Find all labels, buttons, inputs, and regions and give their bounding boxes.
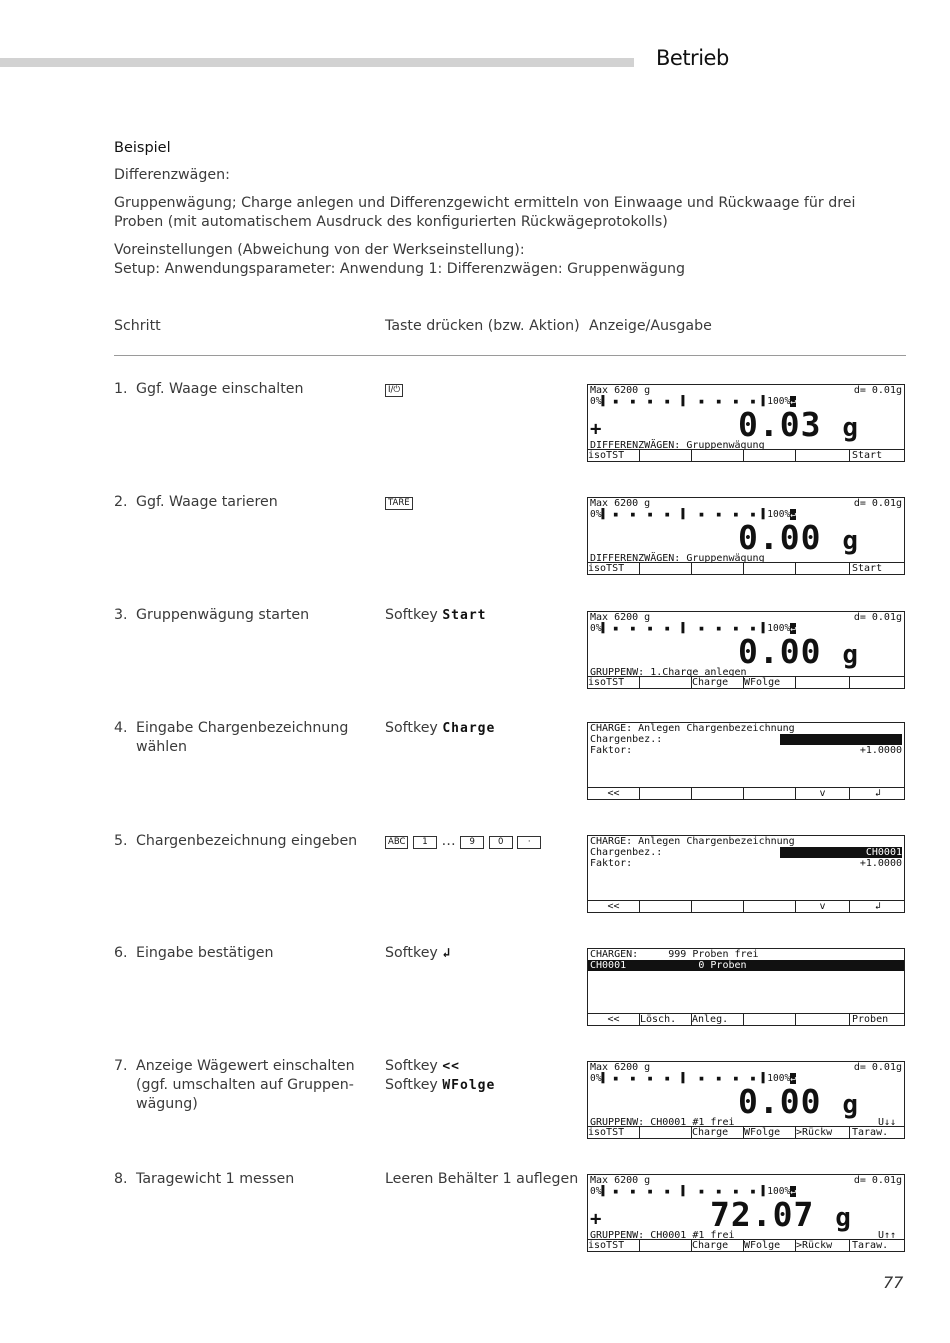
softkey-3[interactable] xyxy=(692,901,744,912)
softkey-label: Charge xyxy=(442,721,496,736)
weight-unit: g xyxy=(842,640,860,670)
weight-unit: g xyxy=(835,1203,852,1233)
d-label: d= 0.01g xyxy=(853,612,902,623)
softkey-row xyxy=(588,1013,904,1025)
step-2 xyxy=(114,493,278,512)
step-7-action xyxy=(385,1057,495,1095)
display-title: CHARGEN: 999 Proben frei xyxy=(590,949,759,960)
factor-value: +1.0000 xyxy=(859,858,902,869)
softkey-4[interactable]: WFolge xyxy=(744,677,796,688)
max-label: Max 6200 g xyxy=(590,1062,651,1073)
section-title: Betrieb xyxy=(656,46,729,70)
max-label: Max 6200 g xyxy=(590,612,651,623)
softkey-6[interactable]: Taraw. xyxy=(852,1240,889,1251)
softkey-5[interactable] xyxy=(796,1014,850,1025)
step-number: 2. xyxy=(114,494,128,510)
abc-key-icon: ABC xyxy=(385,836,408,849)
softkey-row xyxy=(588,562,904,574)
step-text: Ggf. Waage einschalten xyxy=(136,381,304,397)
step-4-action xyxy=(385,719,495,738)
return-icon: ↵ xyxy=(790,1073,796,1084)
max-label: Max 6200 g xyxy=(590,1175,651,1186)
softkey-3[interactable]: Charge xyxy=(692,677,744,688)
charge-name-input[interactable] xyxy=(780,734,902,745)
step-text: Taragewicht 1 messen xyxy=(136,1171,295,1187)
selected-charge-row[interactable]: CH0001 0 Proben xyxy=(588,960,904,971)
header-divider xyxy=(114,355,906,356)
softkey-3[interactable]: Charge xyxy=(692,1240,744,1251)
step-6 xyxy=(114,944,273,963)
scale-bar: 0%▌ ▪ ▪ ▪ ▪ ▌ ▪ ▪ ▪ ▪ ▌100% xyxy=(590,1186,791,1197)
softkey-4[interactable]: WFolge xyxy=(744,1127,796,1138)
return-icon: ↵ xyxy=(790,1186,796,1197)
softkey-1[interactable]: isoTST xyxy=(588,677,640,688)
softkey-4[interactable] xyxy=(744,1014,796,1025)
step-3-action xyxy=(385,606,487,625)
status-line: DIFFERENZWÄGEN: Gruppenwägung xyxy=(590,440,765,451)
intro-line: Setup: Anwendungsparameter: Anwendung 1: Differenzwägen: Gruppenwägung xyxy=(114,261,685,277)
tare-key-icon: TARE xyxy=(385,497,413,510)
step-text: Eingabe Chargenbezeichnung xyxy=(136,720,349,736)
weight-value: 0.00 xyxy=(738,1082,822,1121)
display-3 xyxy=(587,611,905,689)
display-7 xyxy=(587,1061,905,1139)
status-line: DIFFERENZWÄGEN: Gruppenwägung xyxy=(590,553,765,564)
status-line: GRUPPENW: CH0001 #1 frei xyxy=(590,1117,735,1128)
softkey-4[interactable] xyxy=(744,563,796,574)
max-label: Max 6200 g xyxy=(590,385,651,396)
softkey-2[interactable] xyxy=(640,563,692,574)
action-prefix: Softkey xyxy=(385,945,438,961)
scale-bar: 0%▌ ▪ ▪ ▪ ▪ ▌ ▪ ▪ ▪ ▪ ▌100% xyxy=(590,623,791,634)
softkey-3[interactable]: Charge xyxy=(692,1127,744,1138)
softkey-row xyxy=(588,900,904,912)
softkey-2[interactable] xyxy=(640,450,692,461)
step-number: 8. xyxy=(114,1171,128,1187)
softkey-4[interactable] xyxy=(744,450,796,461)
softkey-5[interactable] xyxy=(796,677,850,688)
weight-value: 0.00 xyxy=(738,518,822,557)
step-2-action xyxy=(385,493,413,512)
softkey-6[interactable]: ↲ xyxy=(874,788,882,799)
step-8-action: Leeren Behälter 1 auflegen xyxy=(385,1171,579,1187)
softkey-6[interactable]: ↲ xyxy=(874,901,882,912)
display-title: CHARGE: Anlegen Chargenbezeichnung xyxy=(590,723,795,734)
softkey-row xyxy=(588,1126,904,1138)
softkey-5[interactable] xyxy=(796,450,850,461)
step-5 xyxy=(114,832,357,851)
softkey-2[interactable] xyxy=(640,677,692,688)
softkey-1[interactable]: isoTST xyxy=(588,563,640,574)
softkey-4[interactable] xyxy=(744,788,796,799)
status-line: GRUPPENW: 1.Charge anlegen xyxy=(590,667,747,678)
plus-sign: + xyxy=(590,418,602,440)
softkey-1[interactable]: isoTST xyxy=(588,450,640,461)
step-4 xyxy=(114,719,348,757)
step-number: 6. xyxy=(114,945,128,961)
power-key-icon: I/⏻ xyxy=(385,384,403,397)
softkey-3[interactable] xyxy=(692,788,744,799)
step-number: 7. xyxy=(114,1058,128,1074)
action-prefix: Softkey xyxy=(385,607,438,623)
display-1 xyxy=(587,384,905,462)
max-label: Max 6200 g xyxy=(590,498,651,509)
charge-name-input[interactable]: CH0001 xyxy=(780,847,902,858)
softkey-row xyxy=(588,1239,904,1251)
softkey-6[interactable]: Proben xyxy=(852,1014,889,1025)
softkey-5[interactable] xyxy=(796,563,850,574)
weight-value: 0.00 xyxy=(738,632,822,671)
display-title: CHARGE: Anlegen Chargenbezeichnung xyxy=(590,836,795,847)
step-1 xyxy=(114,380,304,399)
display-5 xyxy=(587,835,905,913)
softkey-label: WFolge xyxy=(442,1078,496,1093)
display-2 xyxy=(587,497,905,575)
weight-unit: g xyxy=(842,526,860,556)
action-prefix: Softkey xyxy=(385,720,438,736)
weight-unit: g xyxy=(842,1090,860,1120)
weight-value: 0.03 xyxy=(738,405,822,444)
softkey-5[interactable]: >Rückw xyxy=(796,1127,850,1138)
d-label: d= 0.01g xyxy=(853,385,902,396)
step-text: wählen xyxy=(136,739,187,755)
step-number: 4. xyxy=(114,720,128,736)
intro xyxy=(114,139,904,288)
scale-bar: 0%▌ ▪ ▪ ▪ ▪ ▌ ▪ ▪ ▪ ▪ ▌100% xyxy=(590,396,791,407)
return-icon: ↵ xyxy=(790,623,796,634)
header-rule xyxy=(0,58,634,67)
step-8 xyxy=(114,1170,294,1189)
softkey-3[interactable] xyxy=(692,563,744,574)
action-prefix: Softkey xyxy=(385,1058,438,1074)
d-label: d= 0.01g xyxy=(853,1062,902,1073)
step-text: Chargenbezeichnung eingeben xyxy=(136,833,358,849)
softkey-label: ↲ xyxy=(442,946,452,961)
softkey-5[interactable]: >Rückw xyxy=(796,1240,850,1251)
tolerance-indicator: U↓↓ xyxy=(877,1117,896,1128)
step-text: (ggf. umschalten auf Gruppen- xyxy=(136,1077,354,1093)
d-label: d= 0.01g xyxy=(853,498,902,509)
softkey-1[interactable]: << xyxy=(588,1014,640,1025)
column-header-display: Anzeige/Ausgabe xyxy=(589,318,712,334)
step-number: 1. xyxy=(114,381,128,397)
step-text: Eingabe bestätigen xyxy=(136,945,274,961)
softkey-6[interactable]: Start xyxy=(852,563,883,574)
column-header-step: Schritt xyxy=(114,318,161,334)
softkey-row xyxy=(588,787,904,799)
softkey-3[interactable]: Anleg. xyxy=(692,1014,744,1025)
step-number: 3. xyxy=(114,607,128,623)
return-icon: ↵ xyxy=(790,396,796,407)
display-4 xyxy=(587,722,905,800)
weight-unit: g xyxy=(842,413,860,443)
intro-line: Differenzwägen: xyxy=(114,167,230,183)
softkey-4[interactable] xyxy=(744,901,796,912)
step-text: Gruppenwägung starten xyxy=(136,607,310,623)
return-icon: ↵ xyxy=(790,509,796,520)
dot-key-icon: · xyxy=(517,836,541,849)
softkey-label: << xyxy=(442,1059,461,1074)
softkey-5[interactable]: v xyxy=(796,901,850,912)
digit-key-icon: 9 xyxy=(460,836,484,849)
intro-heading: Beispiel xyxy=(114,140,171,156)
action-prefix: Softkey xyxy=(385,1077,438,1093)
softkey-row xyxy=(588,676,904,688)
softkey-1[interactable]: << xyxy=(588,788,640,799)
step-number: 5. xyxy=(114,833,128,849)
softkey-2[interactable] xyxy=(640,1127,692,1138)
page-number: 77 xyxy=(883,1273,904,1292)
softkey-6[interactable]: Taraw. xyxy=(852,1127,889,1138)
step-6-action xyxy=(385,944,451,963)
plus-sign: + xyxy=(590,1208,602,1230)
softkey-2[interactable] xyxy=(640,901,692,912)
softkey-5[interactable]: v xyxy=(796,788,850,799)
softkey-2[interactable] xyxy=(640,788,692,799)
softkey-label: Start xyxy=(442,608,487,623)
field-label: Chargenbez.: xyxy=(590,734,663,745)
ellipsis: … xyxy=(441,833,456,849)
softkey-row xyxy=(588,449,904,461)
display-8 xyxy=(587,1174,905,1252)
step-text: Ggf. Waage tarieren xyxy=(136,494,278,510)
field-label: Faktor: xyxy=(590,858,633,869)
scale-bar: 0%▌ ▪ ▪ ▪ ▪ ▌ ▪ ▪ ▪ ▪ ▌100% xyxy=(590,1073,791,1084)
intro-line: Gruppenwägung; Charge anlegen und Differenzgewicht ermitteln von Einwaage und Rückwaage für drei Proben (mit automatischem Ausdruck des konfigurierten Rückwägeprotokolls) xyxy=(114,195,856,230)
display-6 xyxy=(587,948,905,1026)
step-text: wägung) xyxy=(136,1096,198,1112)
d-label: d= 0.01g xyxy=(853,1175,902,1186)
tolerance-indicator: U↑↑ xyxy=(877,1230,896,1241)
digit-key-icon: 0 xyxy=(489,836,513,849)
softkey-4[interactable]: WFolge xyxy=(744,1240,796,1251)
softkey-6[interactable] xyxy=(852,677,904,688)
softkey-1[interactable]: isoTST xyxy=(588,1240,640,1251)
step-5-action xyxy=(385,832,541,851)
step-7 xyxy=(114,1057,355,1114)
scale-bar: 0%▌ ▪ ▪ ▪ ▪ ▌ ▪ ▪ ▪ ▪ ▌100% xyxy=(590,509,791,520)
softkey-1[interactable]: << xyxy=(588,901,640,912)
column-header-action: Taste drücken (bzw. Aktion) xyxy=(385,318,580,334)
factor-value: +1.0000 xyxy=(859,745,902,756)
step-3 xyxy=(114,606,309,625)
intro-line: Voreinstellungen (Abweichung von der Werkseinstellung): xyxy=(114,242,525,258)
step-text: Anzeige Wägewert einschalten xyxy=(136,1058,355,1074)
softkey-6[interactable]: Start xyxy=(852,450,883,461)
digit-key-icon: 1 xyxy=(413,836,437,849)
softkey-2[interactable]: Lösch. xyxy=(640,1014,692,1025)
field-label: Chargenbez.: xyxy=(590,847,663,858)
softkey-3[interactable] xyxy=(692,450,744,461)
softkey-2[interactable] xyxy=(640,1240,692,1251)
status-line: GRUPPENW: CH0001 #1 frei xyxy=(590,1230,735,1241)
field-label: Faktor: xyxy=(590,745,633,756)
step-1-action xyxy=(385,380,403,399)
weight-value: 72.07 xyxy=(710,1195,815,1234)
softkey-1[interactable]: isoTST xyxy=(588,1127,640,1138)
